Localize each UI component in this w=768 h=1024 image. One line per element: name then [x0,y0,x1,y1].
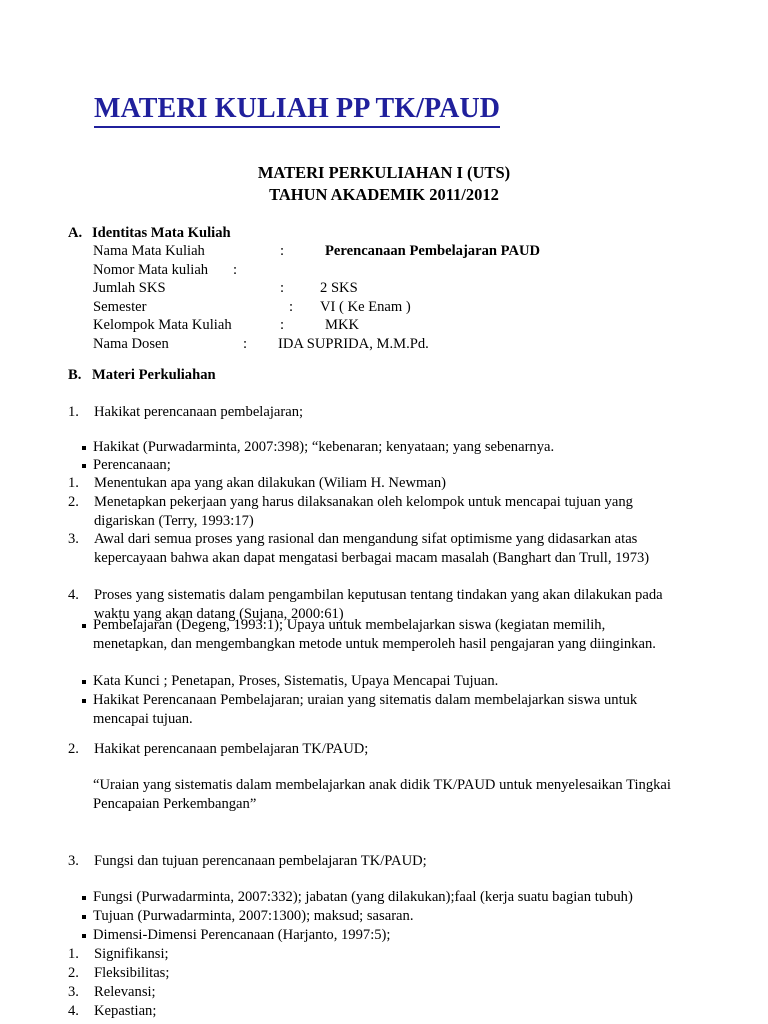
section-a-letter: A. [68,225,83,241]
list-marker: 3. [68,984,79,1000]
identity-value: VI ( Ke Enam ) [320,298,411,315]
section-b-letter: B. [68,367,82,383]
section-b-heading [68,367,216,384]
list-marker: 3. [68,853,79,869]
identity-colon: : [280,280,285,297]
identity-colon: : [233,261,238,278]
identity-label: Jumlah SKS [93,280,166,297]
square-bullet-icon [82,699,86,703]
square-bullet-icon [82,915,86,919]
list-marker: 2. [68,965,79,981]
square-bullet-icon [82,896,86,900]
list-item-b1 [68,403,668,422]
square-bullet-icon [82,464,86,468]
list-item-b1-bullet-3 [82,616,674,653]
identity-label: Kelompok Mata Kuliah [93,317,232,334]
list-text: Hakikat perencanaan pembelajaran TK/PAUD; [94,741,369,757]
identity-colon: : [289,298,294,315]
list-text: Awal dari semua proses yang rasional dan mengandung sifat optimisme yang didasarkan atas kepercayaan bahwa akan dapat mengatasi berbagai macam masalah (Banghart dan Trull, 1973) [94,531,650,566]
list-text: Perencanaan; [93,457,171,473]
identity-colon: : [243,335,248,352]
identity-value: IDA SUPRIDA, M.M.Pd. [278,335,429,352]
list-item-b3-num-1 [68,945,468,964]
list-text: Hakikat perencanaan pembelajaran; [94,404,304,420]
page-title-text: MATERI KULIAH PP TK/PAUD [94,93,500,128]
identity-label: Nama Mata Kuliah [93,243,205,259]
list-text: Fleksibilitas; [94,965,170,981]
list-marker: 1. [68,404,79,420]
list-text: Proses yang sistematis dalam pengambilan keputusan tentang tindakan yang akan dilakukan pada waktu yang akan datang (Sujana, 2000:61) [94,587,663,622]
list-marker: 1. [68,475,79,491]
list-text: Hakikat Perencanaan Pembelajaran; uraian yang sitematis dalam membelajarkan siswa untuk mencapai tujuan. [93,692,638,727]
section-b-heading-text: Materi Perkuliahan [92,367,216,383]
list-marker: 3. [68,531,79,547]
list-text: Menetapkan pekerjaan yang harus dilaksanakan oleh kelompok untuk mencapai tujuan yang digariskan (Terry, 1993:17) [94,494,633,529]
subtitle-line-2: TAHUN AKADEMIK 2011/2012 [269,184,499,204]
list-marker: 1. [68,946,79,962]
list-item-b3-num-4 [68,1002,468,1021]
list-text: Tujuan (Purwadarminta, 2007:1300); maksud; sasaran. [93,908,414,924]
identity-value: MKK [325,317,360,334]
list-marker: 4. [68,1003,79,1019]
list-item-b3 [68,852,668,871]
identity-colon: : [280,243,285,259]
list-item-b3-num-2 [68,964,468,983]
list-marker: 2. [68,494,79,510]
list-item-b3-bullet-2 [82,907,682,926]
list-text: Signifikansi; [94,946,169,962]
identity-label: Semester [93,298,147,315]
list-text: Hakikat (Purwadarminta, 2007:398); “kebenaran; kenyataan; yang sebenarnya. [93,439,555,455]
list-text: Kata Kunci ; Penetapan, Proses, Sistematis, Upaya Mencapai Tujuan. [93,673,499,689]
list-item-b1-bullet-4 [82,672,674,691]
list-item-b3-num-3 [68,983,468,1002]
square-bullet-icon [82,624,86,628]
list-text: Fungsi (Purwadarminta, 2007:332); jabatan (yang dilakukan);faal (kerja suatu bagian tubuh) [93,889,633,905]
list-text: Kepastian; [94,1003,157,1019]
list-item-b1-bullet-1 [82,438,682,457]
identity-value: Perencanaan Pembelajaran PAUD [325,243,541,259]
quote-b2 [93,776,675,813]
quote-text: “Uraian yang sistematis dalam membelajarkan anak didik TK/PAUD untuk menyelesaikan Tingkai Pencapaian Perkembangan” [93,777,671,812]
list-item-b3-bullet-3 [82,926,682,945]
identity-value: 2 SKS [320,280,358,297]
square-bullet-icon [82,934,86,938]
square-bullet-icon [82,446,86,450]
list-item-b1-num-1 [68,474,675,493]
square-bullet-icon [82,680,86,684]
list-item-b1-bullet-5 [82,691,674,728]
list-text: Fungsi dan tujuan perencanaan pembelajaran TK/PAUD; [94,853,427,869]
list-item-b2 [68,740,668,759]
list-item-b3-bullet-1 [82,888,682,907]
subtitle-line-1: MATERI PERKULIAHAN I (UTS) [257,163,511,182]
list-item-b1-num-3 [68,530,675,567]
section-a-heading-text: Identitas Mata Kuliah [92,225,231,241]
list-text: Relevansi; [94,984,156,1000]
list-text: Dimensi-Dimensi Perencanaan (Harjanto, 1997:5); [93,927,391,943]
list-item-b1-num-2 [68,493,675,530]
subtitle-block [0,162,768,206]
identity-colon: : [280,317,285,334]
identity-label: Nomor Mata kuliah [93,261,209,278]
list-item-b1-bullet-2 [82,456,682,475]
list-text: Menentukan apa yang akan dilakukan (Wiliam H. Newman) [94,475,446,491]
page-title [94,93,500,124]
section-a-heading [68,225,231,242]
identity-label: Nama Dosen [93,335,169,352]
list-marker: 4. [68,587,79,603]
list-text: Pembelajaran (Degeng, 1993:1); Upaya untuk membelajarkan siswa (kegiatan memilih, menetapkan, dan mengembangkan metode untuk memperoleh hasil pengajaran yang diinginkan. [93,617,656,652]
list-marker: 2. [68,741,79,757]
